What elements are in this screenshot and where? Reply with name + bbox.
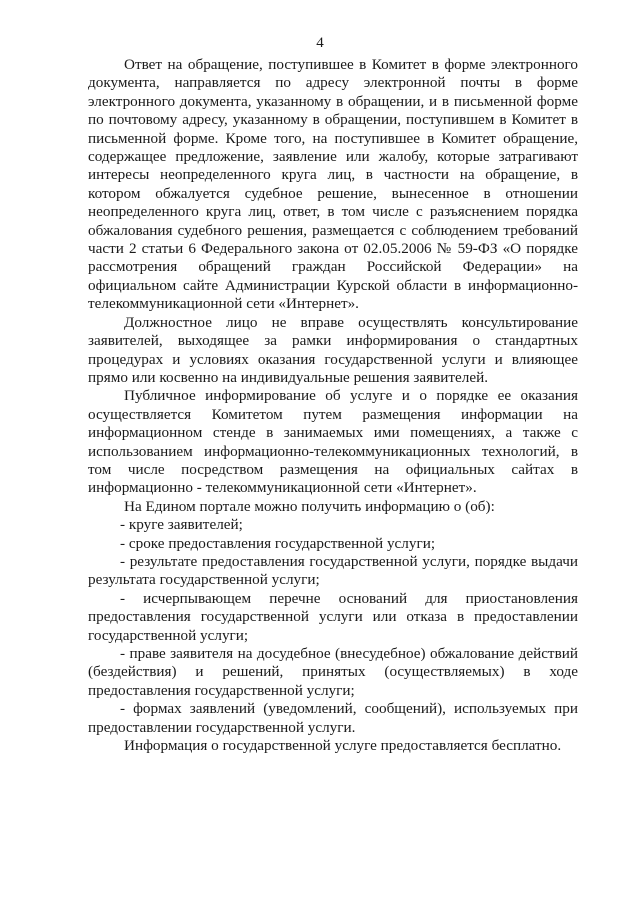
list-item: - сроке предоставления государственной услуги;	[120, 534, 436, 552]
list-item: - результате предоставления государственной услуги, порядке выдачи результата государственной услуги;	[88, 552, 578, 589]
page-number: 4	[316, 35, 324, 51]
paragraph-response-procedure: Ответ на обращение, поступившее в Комитет в форме электронного документа, направляется по адресу электронной почты в форме электронного документа, указанному в обращении, и в письменной форме по почтовому адресу, указанному в обращении, поступившем в Комитет в письменной форме. Кроме того, на поступившее в Комитет обращение, содержащее предложение, заявление или жалобу, которые затрагивают интересы неопределенного круга лиц, в частности на обращение, в котором обжалуется судебное решение, вынесенное в отношении неопределенного круга лиц, ответ, в том числе с разъяснением порядка обжалования судебного решения, размещается с соблюдением требований части 2 статьи 6 Федерального закона от 02.05.2006 № 59-ФЗ «О порядке рассмотрения обращений граждан Российской Федерации» на официальном сайте Администрации Курской области в информационно-телекоммуникационной сети «Интернет».	[88, 56, 578, 313]
paragraph-portal-intro: На Едином портале можно получить информацию о (об):	[124, 497, 495, 515]
list-item: - формах заявлений (уведомлений, сообщений), используемых при предоставлении государственной услуги.	[88, 700, 578, 736]
paragraph-consultation-limits: Должностное лицо не вправе осуществлять консультирование заявителей, выходящее за рамки информирования о стандартных процедурах и условиях оказания государственной услуги и влияющее прямо или косвенно на индивидуальные решения заявителей.	[88, 313, 578, 386]
document-body	[88, 56, 578, 755]
list-item: - круге заявителей;	[120, 516, 243, 534]
paragraph-free-of-charge: Информация о государственной услуге предоставляется бесплатно.	[124, 737, 562, 755]
list-item: - праве заявителя на досудебное (внесудебное) обжалование действий (бездействия) и решений, принятых (осуществляемых) в ходе предоставления государственной услуги;	[88, 645, 578, 699]
paragraph-public-informing: Публичное информирование об услуге и о порядке ее оказания осуществляется Комитетом путем размещения информации на информационном стенде в занимаемых ими помещениях, а также с использованием информационно-телекоммуникационных технологий, в том числе посредством размещения на официальных сайтах в информационно - телекоммуникационной сети «Интернет».	[88, 387, 578, 497]
list-item: - исчерпывающем перечне оснований для приостановления предоставления государственной услуги или отказа в предоставлении государственной услуги;	[88, 589, 578, 644]
